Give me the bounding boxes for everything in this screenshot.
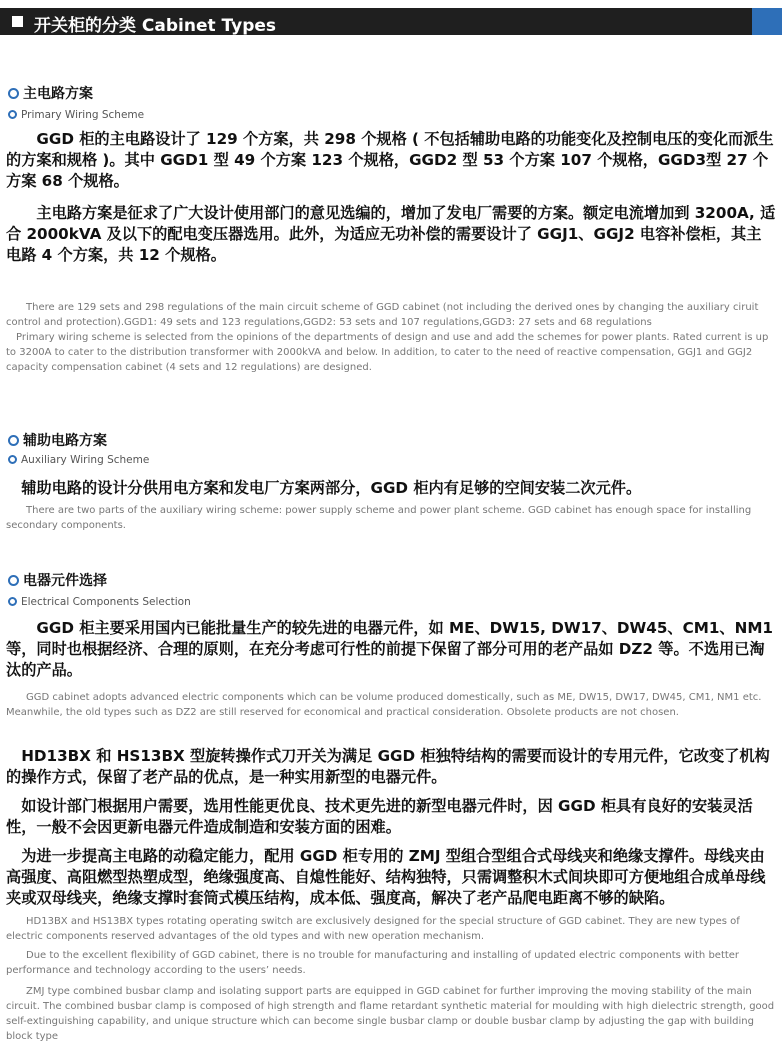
components-para1-en: GGD cabinet adopts advanced electric components which can be volume produced domestically, such as ME, DW15, DW17, DW45, CM1, NM1 etc. Meanwhile, the old types such as DZ2 are still reserved for economical and practical consideration. Obsolete products are not chosen. xyxy=(6,692,762,718)
components-para4-en: ZMJ type combined busbar clamp and isolating support parts are equipped in GGD cabinet for further improving the moving stability of the main circuit. The combined busbar clamp is composed of high strength and flame retardant synthetic material for moulding with high dielectric strength, good self-extinguishing capability, and unique structure which can become single busbar clamp or double busbar clamp by adjusting the gap with building block type xyxy=(6,986,775,1042)
circle-bullet-icon xyxy=(8,435,19,446)
components-para3-en: Due to the excellent flexibility of GGD cabinet, there is no trouble for manufacturing and installing of updated electric components with better performance and technology according to the users’ needs. xyxy=(6,950,740,976)
components-para4-cn: 为进一步提高主电路的动稳定能力，配用 GGD 柜专用的 ZMJ 型组合型组合式母线夹和绝缘支撑件。母线夹由高强度、高阻燃型热塑成型，绝缘强度高、自熄性能好、结构独特，只需调整积木式间块即可方便地组合成单母线夹或双母线夹，绝缘支撑时套筒式模压结构，成本低、强度高，解决了老产品爬电距离不够的缺陷。 xyxy=(6,847,766,907)
circle-bullet-icon xyxy=(8,455,17,464)
components-heading: 电器元件选择 xyxy=(8,570,107,590)
header-bar xyxy=(0,8,782,35)
page-title: 开关柜的分类 Cabinet Types xyxy=(34,16,277,36)
aux-wiring-heading: 辅助电路方案 xyxy=(8,430,107,450)
main-wiring-para2-en: Primary wiring scheme is selected from the opinions of the departments of design and use and add the schemes for power plants. Rated current is up to 3200A to cater to the distribution transformer with 2000kVA and below. In addition, to cater to the need of reactive compensation, GGJ1 and GGJ2 capacity compensation cabinet (4 sets and 12 regulations) are designed. xyxy=(6,332,769,373)
square-bullet-icon xyxy=(12,16,23,27)
main-wiring-para2-cn: 主电路方案是征求了广大设计使用部门的意见选编的，增加了发电厂需要的方案。额定电流增加到 3200A, 适合 2000kVA 及以下的配电变压器选用。此外，为适应无功补偿的需要设计了 GGJ1、GGJ2 电容补偿柜，其主电路 4 个方案，共 12 个规格。 xyxy=(6,204,776,264)
circle-bullet-icon xyxy=(8,88,19,99)
main-wiring-heading: 主电路方案 xyxy=(8,83,93,103)
components-para2-cn: HD13BX 和 HS13BX 型旋转操作式刀开关为满足 GGD 柜独特结构的需要而设计的专用元件，它改变了机构的操作方式，保留了老产品的优点，是一种实用新型的电器元件。 xyxy=(6,747,770,786)
header-accent-block xyxy=(752,8,782,35)
components-para1-cn: GGD 柜主要采用国内已能批量生产的较先进的电器元件，如 ME、DW15, DW17、DW45、CM1、NM1 等，同时也根据经济、合理的原则，在充分考虑可行性的前提下保留了部分可用的老产品如 DZ2 等。不选用已淘汰的产品。 xyxy=(6,619,773,679)
main-wiring-para1-en: There are 129 sets and 298 regulations of the main circuit scheme of GGD cabinet (not including the derived ones by changing the auxiliary ciruit control and protection).GGD1: 49 sets and 123 regulations,GGD2: 53 sets and 107 regulations,GGD3: 27 sets and 68 regulations xyxy=(6,302,759,328)
components-subheading: Electrical Components Selection xyxy=(8,596,191,608)
circle-bullet-icon xyxy=(8,110,17,119)
aux-wiring-subheading: Auxiliary Wiring Scheme xyxy=(8,454,149,466)
aux-wiring-para-cn: 辅助电路的设计分供用电方案和发电厂方案两部分，GGD 柜内有足够的空间安装二次元件。 xyxy=(21,479,642,497)
components-para3-cn: 如设计部门根据用户需要，选用性能更优良、技术更先进的新型电器元件时，因 GGD 柜具有良好的安装灵活性，一般不会因更新电器元件造成制造和安装方面的困难。 xyxy=(6,797,753,836)
aux-wiring-para-en: There are two parts of the auxiliary wiring scheme: power supply scheme and power plant scheme. GGD cabinet has enough space for installing secondary components. xyxy=(6,505,752,531)
circle-bullet-icon xyxy=(8,575,19,586)
circle-bullet-icon xyxy=(8,597,17,606)
components-para2-en: HD13BX and HS13BX types rotating operating switch are exclusively designed for the special structure of GGD cabinet. They are new types of electric components reserved advantages of the old types and with new operation mechanism. xyxy=(6,916,740,942)
main-wiring-subheading: Primary Wiring Scheme xyxy=(8,109,144,121)
main-wiring-para1-cn: GGD 柜的主电路设计了 129 个方案，共 298 个规格 ( 不包括辅助电路的功能变化及控制电压的变化而派生的方案和规格 )。其中 GGD1 型 49 个方案 123 个规格，GGD2 型 53 个方案 107 个规格，GGD3型 27 个方案 68 个规格。 xyxy=(6,130,774,190)
